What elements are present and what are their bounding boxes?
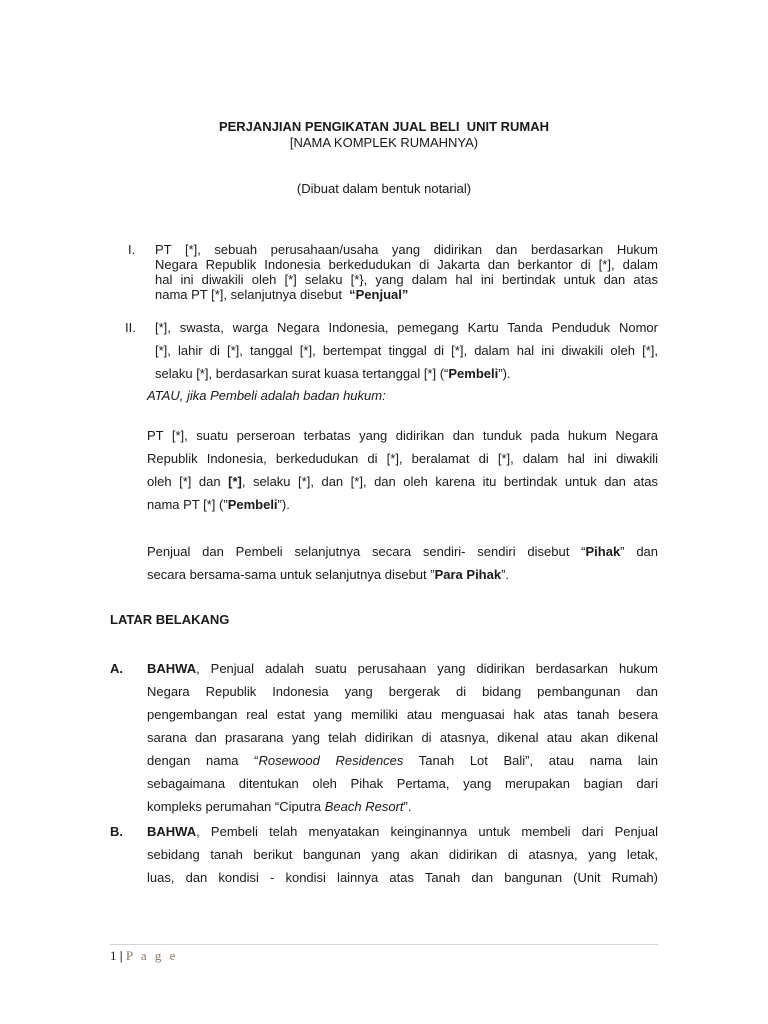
recital-a-line: dengan nama “Rosewood Residences Tanah Lot Bali”, atau nama lain — [147, 753, 659, 768]
recital-a-line: sarana dan prasarana yang telah didirikan di atasnya, dikenal atau akan dikenal — [147, 730, 658, 745]
parties-summary-paragraph — [147, 544, 658, 584]
recital-a-line: Negara Republik Indonesia yang bergerak di bidang pembangunan dan — [147, 684, 658, 699]
parties-summary-line: Penjual dan Pembeli selanjutnya secara sendiri- sendiri disebut “Pihak” dan — [147, 544, 659, 559]
party-2-line: [*], lahir di [*], tanggal [*], bertempat tinggal di [*], dalam hal ini diwakili oleh [*], — [155, 343, 658, 358]
notarial-note: (Dibuat dalam bentuk notarial) — [296, 181, 472, 196]
party-2-line: [*], swasta, warga Negara Indonesia, pemegang Kartu Tanda Penduduk Nomor — [155, 320, 658, 335]
party-1-paragraph — [155, 242, 658, 302]
corporate-buyer-paragraph — [147, 428, 658, 518]
page-label: P a g e — [125, 948, 178, 963]
party-2-number: II. — [125, 320, 136, 335]
recital-b-line: BAHWA, Pembeli telah menyatakan keinginannya untuk membeli dari Penjual — [147, 824, 658, 839]
document-title: PERJANJIAN PENGIKATAN JUAL BELI UNIT RUMAH — [218, 119, 550, 134]
party-1-line: hal ini diwakili oleh [*] selaku [*}, yang dalam hal ini bertindak untuk dan atas — [155, 272, 658, 287]
recital-a-line: BAHWA, Penjual adalah suatu perusahaan yang didirikan berdasarkan hukum — [147, 661, 658, 676]
seller-defined-term: “Penjual” — [349, 287, 409, 302]
footer-divider — [110, 944, 658, 945]
corporate-buyer-line: PT [*], suatu perseroan terbatas yang didirikan dan tunduk pada hukum Negara — [147, 428, 658, 443]
recital-a-letter: A. — [110, 661, 123, 676]
party-1-line: nama PT [*], selanjutnya disebut “Penjual” — [155, 287, 409, 302]
recital-a-line: pengembangan real estat yang memiliki atau menguasai hak atas tanah besera — [147, 707, 658, 722]
document-subtitle: [NAMA KOMPLEK RUMAHNYA) — [289, 135, 479, 150]
parties-summary-line: secara bersama-sama untuk selanjutnya disebut ”Para Pihak”. — [147, 567, 510, 582]
corporate-buyer-line: Republik Indonesia, berkedudukan di [*], beralamat di [*], dalam hal ini diwakili — [147, 451, 658, 466]
buyer-defined-term: Pembeli — [448, 366, 499, 381]
alternative-note: ATAU, jika Pembeli adalah badan hukum: — [147, 388, 386, 403]
recital-b-line: luas, dan kondisi - kondisi lainnya atas Tanah dan bangunan (Unit Rumah) — [147, 870, 658, 885]
recital-a-line: kompleks perumahan “Ciputra Beach Resort”. — [147, 799, 412, 814]
corporate-buyer-line: nama PT [*] (”Pembeli”). — [147, 497, 290, 512]
section-heading: LATAR BELAKANG — [110, 612, 230, 627]
party-1-line: Negara Republik Indonesia berkedudukan di Jakarta dan berkantor di [*], dalam — [155, 257, 658, 272]
party-2-line: selaku [*], berdasarkan surat kuasa tertanggal [*] (“Pembeli”). — [155, 366, 511, 381]
party-1-line: PT [*], sebuah perusahaan/usaha yang didirikan dan berdasarkan Hukum — [155, 242, 658, 257]
recital-a-paragraph — [147, 661, 658, 821]
page-footer — [110, 948, 178, 964]
recital-b-paragraph — [147, 824, 658, 894]
footer-separator: | — [119, 948, 123, 963]
corporate-buyer-line: oleh [*] dan [*], selaku [*], dan [*], dan oleh karena itu bertindak untuk dan atas — [147, 474, 658, 489]
recital-b-letter: B. — [110, 824, 123, 839]
page-number: 1 — [110, 948, 117, 963]
recital-a-line: sebagaimana ditentukan oleh Pihak Pertama, yang merupakan bagian dari — [147, 776, 658, 791]
recital-b-line: sebidang tanah berikut bangunan yang akan didirikan di atasnya, yang letak, — [147, 847, 658, 862]
party-1-number: I. — [128, 242, 136, 257]
